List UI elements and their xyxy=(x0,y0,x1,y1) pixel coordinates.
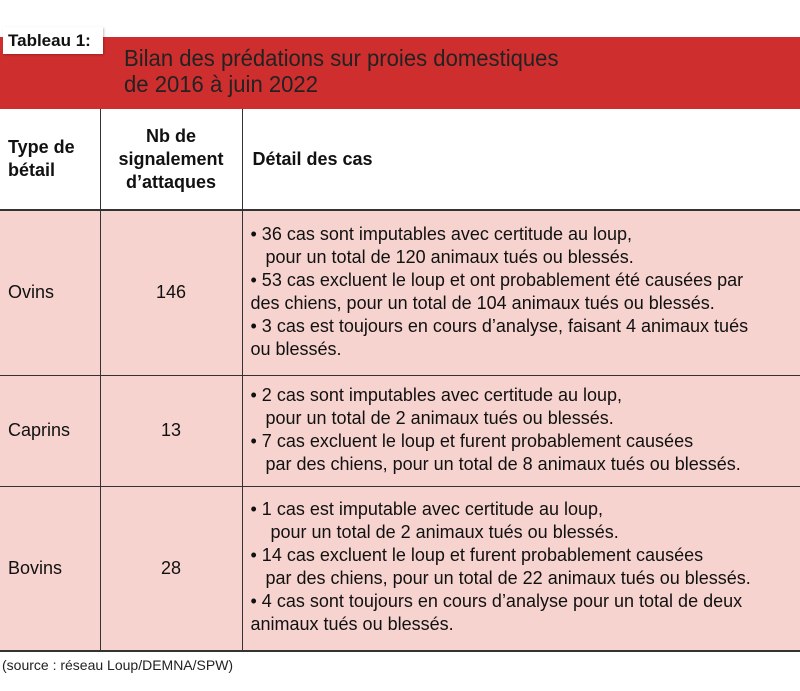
detail-line: pour un total de 2 animaux tués ou blessés. xyxy=(250,522,619,543)
header-nb: Nb de signalement d’attaques xyxy=(100,109,242,210)
source-note: (source : réseau Loup/DEMNA/SPW) xyxy=(2,657,234,673)
detail-line: • 1 cas est imputable avec certitude au loup, xyxy=(250,499,604,520)
cell-count: 28 xyxy=(100,486,242,651)
cell-detail xyxy=(242,375,800,486)
cell-count: 146 xyxy=(100,210,242,375)
detail-line: pour un total de 2 animaux tués ou blessés. xyxy=(250,407,614,428)
detail-line: • 36 cas sont imputables avec certitude au loup, xyxy=(250,223,633,244)
detail-line: • 53 cas excluent le loup et ont probablement été causées par xyxy=(250,269,744,290)
detail-line: • 14 cas excluent le loup et furent probablement causées xyxy=(250,545,704,566)
detail-line: • 3 cas est toujours en cours d’analyse, faisant 4 animaux tués xyxy=(250,315,749,336)
table-number-label: Tableau 1: xyxy=(3,27,103,54)
detail-line: des chiens, pour un total de 104 animaux tués ou blessés. xyxy=(250,292,715,313)
table-row xyxy=(0,375,800,486)
detail-line: par des chiens, pour un total de 22 animaux tués ou blessés. xyxy=(250,568,751,589)
detail-line: • 2 cas sont imputables avec certitude au loup, xyxy=(250,384,623,405)
cell-detail xyxy=(242,486,800,651)
table-row xyxy=(0,486,800,651)
cell-count: 13 xyxy=(100,375,242,486)
detail-line: par des chiens, pour un total de 8 animaux tués ou blessés. xyxy=(250,453,741,474)
cell-type: Caprins xyxy=(0,375,100,486)
detail-line: animaux tués ou blessés. xyxy=(250,614,454,635)
table-title: Bilan des prédations sur proies domestiques de 2016 à juin 2022 xyxy=(124,45,559,97)
detail-line: pour un total de 120 animaux tués ou blessés. xyxy=(250,246,634,267)
header-row xyxy=(0,109,800,210)
detail-line: ou blessés. xyxy=(250,338,342,359)
header-detail: Détail des cas xyxy=(242,109,800,210)
predation-table xyxy=(0,109,800,652)
cell-type: Ovins xyxy=(0,210,100,375)
table-row xyxy=(0,210,800,375)
header-type: Type de bétail xyxy=(0,109,100,210)
cell-type: Bovins xyxy=(0,486,100,651)
detail-line: • 7 cas excluent le loup et furent probablement causées xyxy=(250,430,694,451)
cell-detail xyxy=(242,210,800,375)
detail-line: • 4 cas sont toujours en cours d’analyse pour un total de deux xyxy=(250,591,743,612)
